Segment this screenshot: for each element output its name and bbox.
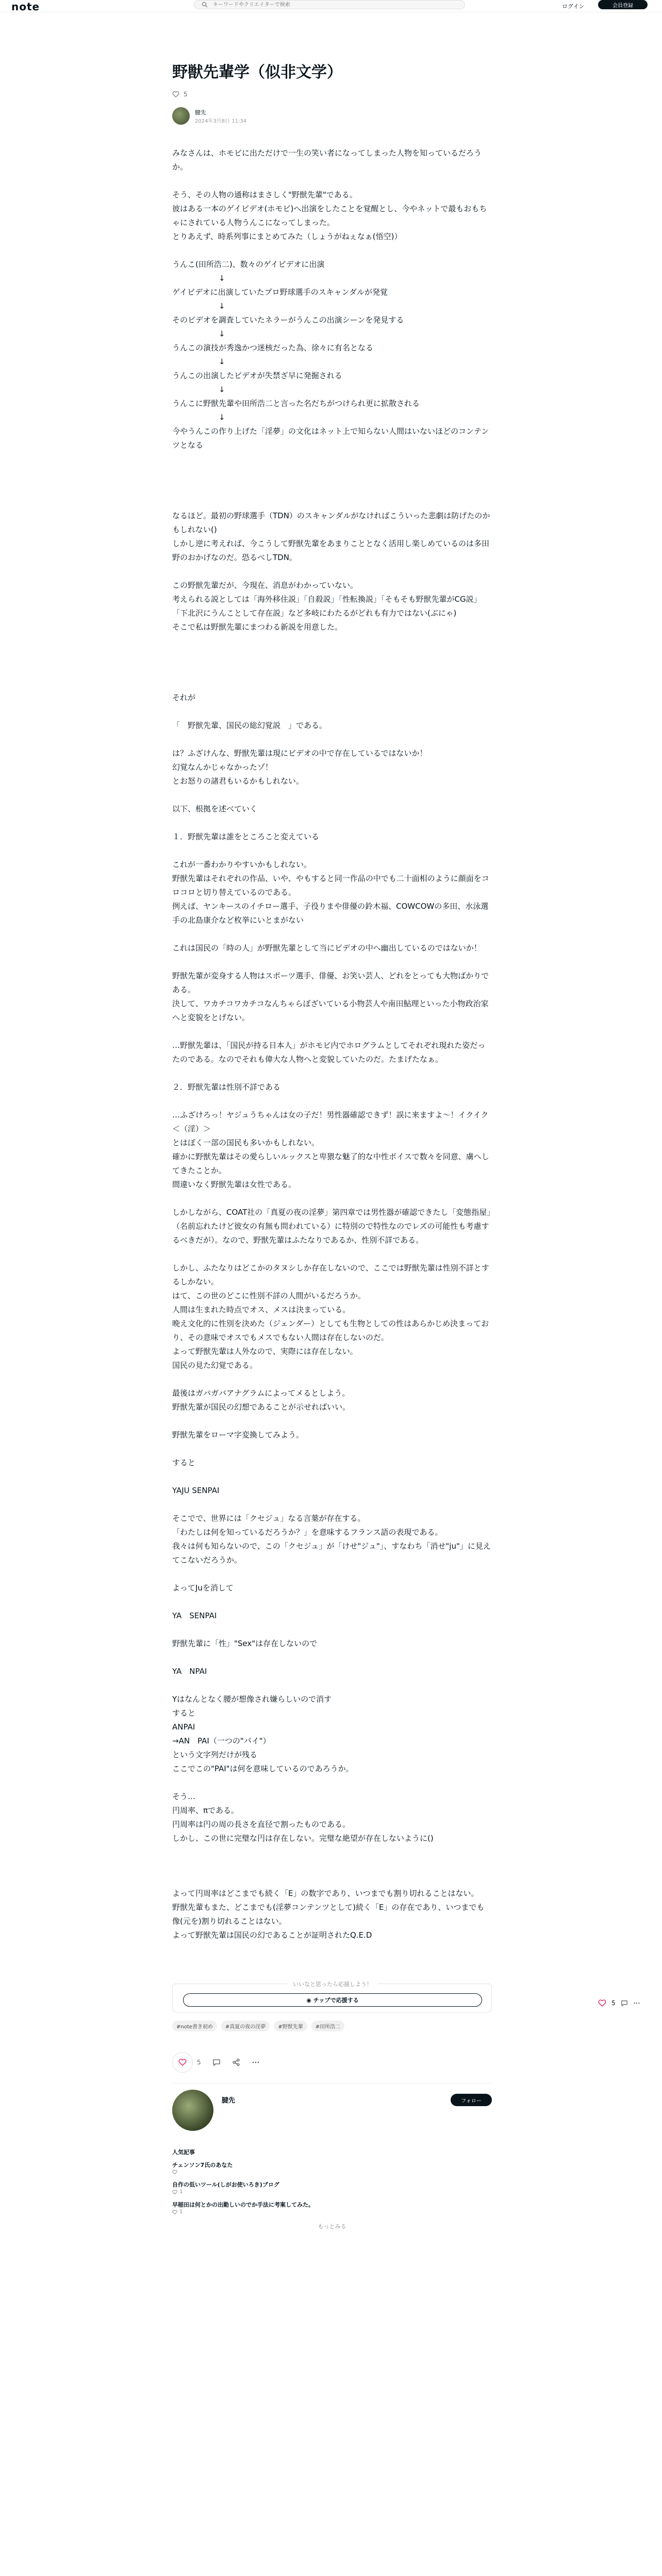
heart-icon[interactable] [172, 91, 179, 98]
heart-icon[interactable] [598, 1999, 606, 2007]
paragraph: そう、その人物の通称はまさしく"野獣先輩"である。 彼はある一本のゲイビデオ(ホモビ)へ出演をしたことを覚醒とし、今やネットで最もおもちゃにされている人物うんこになってしまった。 とりあえず、時系列事にまとめてみた（しょうがねぇなぁ(悟空)） [172, 190, 487, 241]
paragraph: しかしながら、COAT社の「真夏の夜の淫夢」第四章では男性器が確認できたし「変態指屋」（名前忘れたけど彼女の有無も問われている）に特別ので特性なのでレズの可能性も考慮するべきだが）。なので、野獣先輩はふたなりであるか、性別不詳である。 [172, 1208, 491, 1245]
heart-icon [178, 2058, 187, 2066]
popular-like-count: 1 [179, 2189, 183, 2195]
paragraph: 以下、根拠を述べていく [172, 804, 258, 814]
paragraph: うんこ(田所浩二)、数々のゲイビデオに出演 ↓ ゲイビデオに出演していたプロ野球選手のスキャンダルが発覚 ↓ そのビデオを調査していたネラーがうんこの出演シーンを発見する ↓ うんこの演技が秀逸かつ迷核だった為、徐々に有名となる ↓ うんこの出演したビデオが失禁ざ早に発掘される ↓ うんこに野獣先輩や田所浩二と言った名だちがつけられ更に拡散される ↓ 今やうんこの作り上げた「淫夢」の文化はネット上で知らない人間はいないほどのコンテンツとなる [172, 260, 489, 450]
signup-button[interactable]: 会員登録 [598, 0, 648, 9]
paragraph: 野獣先輩が変身する人物はスポーツ選手、俳優、お笑い芸人、どれをとっても大物ばかりである。 決して、ワカチコワカチコなんちゃらぼざいている小物芸人や南田鮎理といった小物政治家へと変貌をとげない。 [172, 971, 489, 1022]
tag-chip[interactable]: #note書き初め [172, 2021, 217, 2031]
popular-heading: 人気記事 [172, 2149, 195, 2156]
paragraph: それが [172, 693, 196, 702]
article-actions [172, 2052, 492, 2073]
section-heading: １．野獣先輩は誰をところこと変えている [172, 832, 320, 841]
paragraph: 野獣先輩をローマ字変換してみよう。 [172, 1430, 304, 1439]
popular-article-title[interactable]: 早稲田は何とかの出勤しいのでか手法に考案してみた。 [172, 2201, 314, 2208]
paragraph: 最後はガバガバアナグラムによってメるとしよう。 野獣先輩が国民の幻想であることが示せればいい。 [172, 1388, 351, 1412]
post-date: 2024年3月8日 11:34 [195, 118, 247, 124]
paragraph: 「 野獣先輩、国民の総幻覚説 」である。 [172, 721, 327, 730]
paragraph: YA SENPAI [172, 1611, 217, 1620]
login-link[interactable]: ログイン [562, 3, 585, 10]
more-menu-icon[interactable] [252, 2058, 260, 2066]
heart-icon [172, 2170, 177, 2175]
article-title: 野獣先輩学（似非文学） [172, 63, 342, 81]
paragraph: すると [172, 1458, 196, 1467]
paragraph: しかし、ふたなりはどこかのタヌシしか存在しないので、ここでは野獣先輩は性別不詳とするしかない。 はて、この世のどこに性別不詳の人間がいるだろうか。 人間は生まれた時点でオス、メスは決まっている。 晩え文化的に性別を決めた（ジェンダー）としても生物としての性はあらかじめ決まっており、その意味でオスでもメスでもない人間は存在しないのだ。 よって野獣先輩は人外なので、実際には存在しない。 国民の見た幻覚である。 [172, 1263, 489, 1370]
heart-icon [172, 2190, 177, 2195]
paragraph: そう… 円周率、πである。 円周率は円の周の長さを直径で割ったものである。 しかし、この世に完璧な円は存在しない。完璧な絶望が存在しないように() [172, 1792, 434, 1843]
share-icon[interactable] [232, 2058, 240, 2066]
paragraph: みなさんは、ホモビに出ただけで一生の笑い者になってしまった人物を知っているだろうか。 [172, 148, 482, 172]
creator-card [172, 2083, 492, 2140]
like-summary [172, 91, 492, 98]
paragraph: よって円周率はどこまでも続く「E」の数字であり、いつまでも割り切れることはない。 野獣先輩もまた、どこまでも(淫夢コンテンツとして)続く「E」の存在であり、いつまでも像(元を)割り切れることはない。 よって野獣先輩は国民の幻であることが証明されたQ.E.D [172, 1889, 485, 1940]
creator-name[interactable]: 腱先 [222, 2097, 236, 2105]
tag-chip[interactable]: #真夏の夜の淫夢 [221, 2021, 270, 2031]
tip-button-label: チップで応援する [313, 1997, 359, 2004]
tag-chip[interactable]: #野獣先輩 [274, 2021, 307, 2031]
author-name[interactable]: 腱先 [195, 109, 206, 116]
top-nav-bar [0, 0, 662, 12]
paragraph: これは国民の「時の人」が野獣先輩として当にビデオの中へ幽出しているのではないか！ [172, 943, 482, 953]
floating-actions [598, 1999, 640, 2007]
paragraph: は？ふざけんな、野獣先輩は現にビデオの中で存在しているではないか！ 幻覚なんかじゃなかったゾ！ とお怒りの諸君もいるかもしれない。 [172, 749, 427, 786]
follow-button[interactable]: フォロー [451, 2094, 492, 2106]
list-item[interactable] [172, 2161, 492, 2175]
paragraph: YAJU SENPAI [172, 1486, 220, 1495]
popular-like-count: 1 [179, 2209, 183, 2215]
tag-list [172, 2021, 492, 2031]
search-icon [202, 2, 208, 8]
author-info [172, 107, 492, 128]
comment-icon[interactable] [212, 2058, 221, 2066]
article [172, 62, 492, 2230]
popular-articles [172, 2148, 492, 2230]
paragraph: 野獣先輩に「性」"Sex"は存在しないので [172, 1639, 318, 1648]
more-menu-icon[interactable] [633, 1999, 640, 2007]
like-count: 5 [184, 91, 188, 98]
popular-article-title[interactable]: 自作の低いツール(しがお使いろき)ブログ [172, 2181, 279, 2188]
support-box [172, 1981, 492, 2012]
floating-like-count: 5 [611, 1999, 616, 2007]
article-body [172, 146, 492, 1942]
like-button[interactable] [172, 2052, 193, 2073]
paragraph: …ふざけろっ！ヤジュうちゃんは女の子だ！男性器確認できず！誤に来ますよ～！イクイク ＜（淫）＞ とはぼく一部の国民も多いかもしれない。 確かに野獣先輩はその愛らしいルックスと卑猥な魅了的な中性ボイスで数々を同意、虜へしてきたことか。 間違いなく野獣先輩は女性である。 [172, 1110, 489, 1189]
author-avatar[interactable] [172, 107, 190, 125]
section-heading: ２．野獣先輩は性別不詳である [172, 1082, 281, 1092]
paragraph: …野獣先輩は、「国民が持る日本人」がホモビ内でホログラムとしてそれぞれ現れた姿だったのである。なのでそれも偉大な人物へと変貌していたのだ。たまげたなぁ。 [172, 1041, 486, 1064]
tip-button[interactable] [183, 1993, 482, 2007]
support-prompt: いいなと思ったら応援しよう！ [288, 1981, 377, 1988]
paragraph: YA NPAI [172, 1667, 207, 1676]
tip-icon: ◉ [306, 1997, 313, 2004]
list-item[interactable] [172, 2181, 492, 2195]
list-item[interactable] [172, 2201, 492, 2215]
creator-avatar[interactable] [172, 2090, 213, 2131]
paragraph: これが一番わかりやすいかもしれない。 野獣先輩はそれぞれの作品、いや、やもすると同一作品の中でも二十面相のように顔面をコロコロと切り替えているのである。 例えば、ヤンキースのイチロー選手、子役りまや俳優の鈴木福、COWCOWの多田、水泳選手の北島康介など枚挙にいとまがない [172, 860, 489, 925]
search-input[interactable] [213, 1, 455, 8]
popular-article-title[interactable]: チェンソン7氏のあなた [172, 2162, 233, 2168]
heart-icon [172, 2210, 177, 2215]
paragraph: よってJuを消して [172, 1583, 234, 1592]
tag-chip[interactable]: #田所浩二 [311, 2021, 344, 2031]
paragraph: Yはなんとなく腰が想像され嫌らしいので消す すると ANPAI →AN PAI（一つの"パイ"） という文字列だけが残る ここでこの"PAI"は何を意味しているのであろうか。 [172, 1694, 354, 1773]
search-box[interactable] [194, 0, 465, 9]
note-logo[interactable]: note [11, 1, 40, 13]
comment-icon[interactable] [621, 1999, 628, 2007]
paragraph: なるほど。最初の野球選手（TDN）のスキャンダルがなければこういった悲劇は防げたのかもしれない() しかし逆に考えれば、今こうして野獣先輩をあまりこととなく活用し楽しめているのは多田野のおかげなのだ。恐るべしTDN。 [172, 511, 490, 562]
paragraph: そこでで、世界には「クセジュ」なる言葉が存在する。 「わたしは何を知っているだろうか？」を意味するフランス語の表現である。 我々は何も知らないので、この「クセジュ」が「けせ"ジュ"」、すなわち「消せ"ju"」に見えてこないだろうか。 [172, 1514, 491, 1565]
like-count: 5 [197, 2059, 201, 2066]
more-link[interactable]: もっとみる [318, 2223, 346, 2230]
paragraph: この野獣先輩だが、今現在、消息がわかっていない。 考えられる説としては「海外移住説」「自殺説」「性転換説」「そもそも野獣先輩がCG説」「下北沢にうんことして存在説」など多岐にわたるがどれも有力ではない(ぶにゃ) そこで私は野獣先輩にまつわる新説を用意した。 [172, 581, 482, 632]
